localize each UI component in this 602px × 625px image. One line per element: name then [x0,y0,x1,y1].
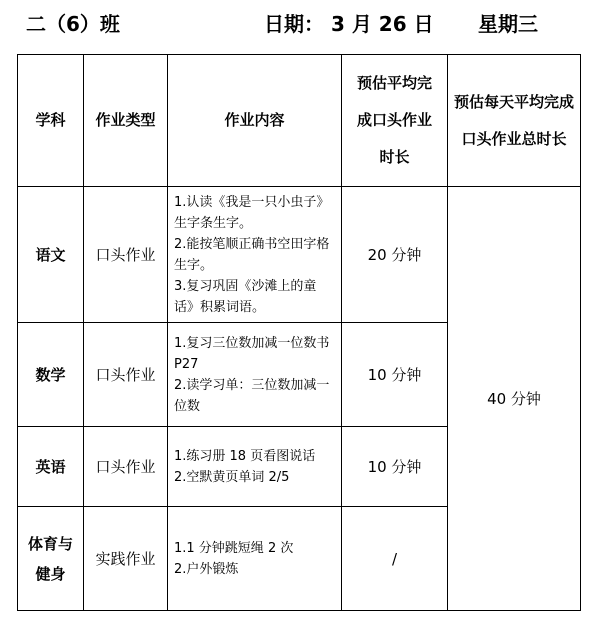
duration-cell: 20 分钟 [342,187,448,323]
duration-cell: / [342,507,448,611]
content-item: 3.复习巩固《沙滩上的童话》积累词语。 [174,278,317,315]
content-item: 1.复习三位数加减一位数书 P27 [174,335,330,372]
content-item: 1.认读《我是一只小虫子》生字条生字。 [174,194,330,231]
column-header-subject: 学科 [18,55,84,187]
homework-table [17,54,581,611]
subject-cell: 语文 [18,187,84,323]
type-cell: 口头作业 [84,187,168,323]
date-label: 日期： 3 月 26 日 [264,12,434,36]
content-cell [168,187,342,323]
type-cell: 口头作业 [84,323,168,427]
class-name: 二（6）班 [26,12,120,36]
type-cell: 口头作业 [84,427,168,507]
total-duration-cell: 40 分钟 [448,187,581,611]
subject-cell: 数学 [18,323,84,427]
duration-cell: 10 分钟 [342,323,448,427]
type-cell: 实践作业 [84,507,168,611]
column-header-total: 预估每天平均完成口头作业总时长 [448,55,581,187]
column-header-duration: 预估平均完成口头作业时长 [342,55,448,187]
column-header-type: 作业类型 [84,55,168,187]
content-item: 2.空默黄页单词 2/5 [174,469,290,485]
duration-cell: 10 分钟 [342,427,448,507]
content-cell [168,427,342,507]
content-item: 2.能按笔顺正确书空田字格生字。 [174,236,330,273]
subject-cell: 体育与健身 [18,507,84,611]
table-header-row [18,55,581,187]
content-item: 1.1 分钟跳短绳 2 次 [174,540,294,556]
page-header [0,8,602,38]
content-cell [168,507,342,611]
content-item: 1.练习册 18 页看图说话 [174,448,316,464]
content-item: 2.读学习单：三位数加减一位数 [174,377,330,414]
table-row [18,187,581,323]
subject-cell: 英语 [18,427,84,507]
content-cell [168,323,342,427]
column-header-content: 作业内容 [168,55,342,187]
content-item: 2.户外锻炼 [174,561,239,577]
weekday-label: 星期三 [478,12,538,36]
